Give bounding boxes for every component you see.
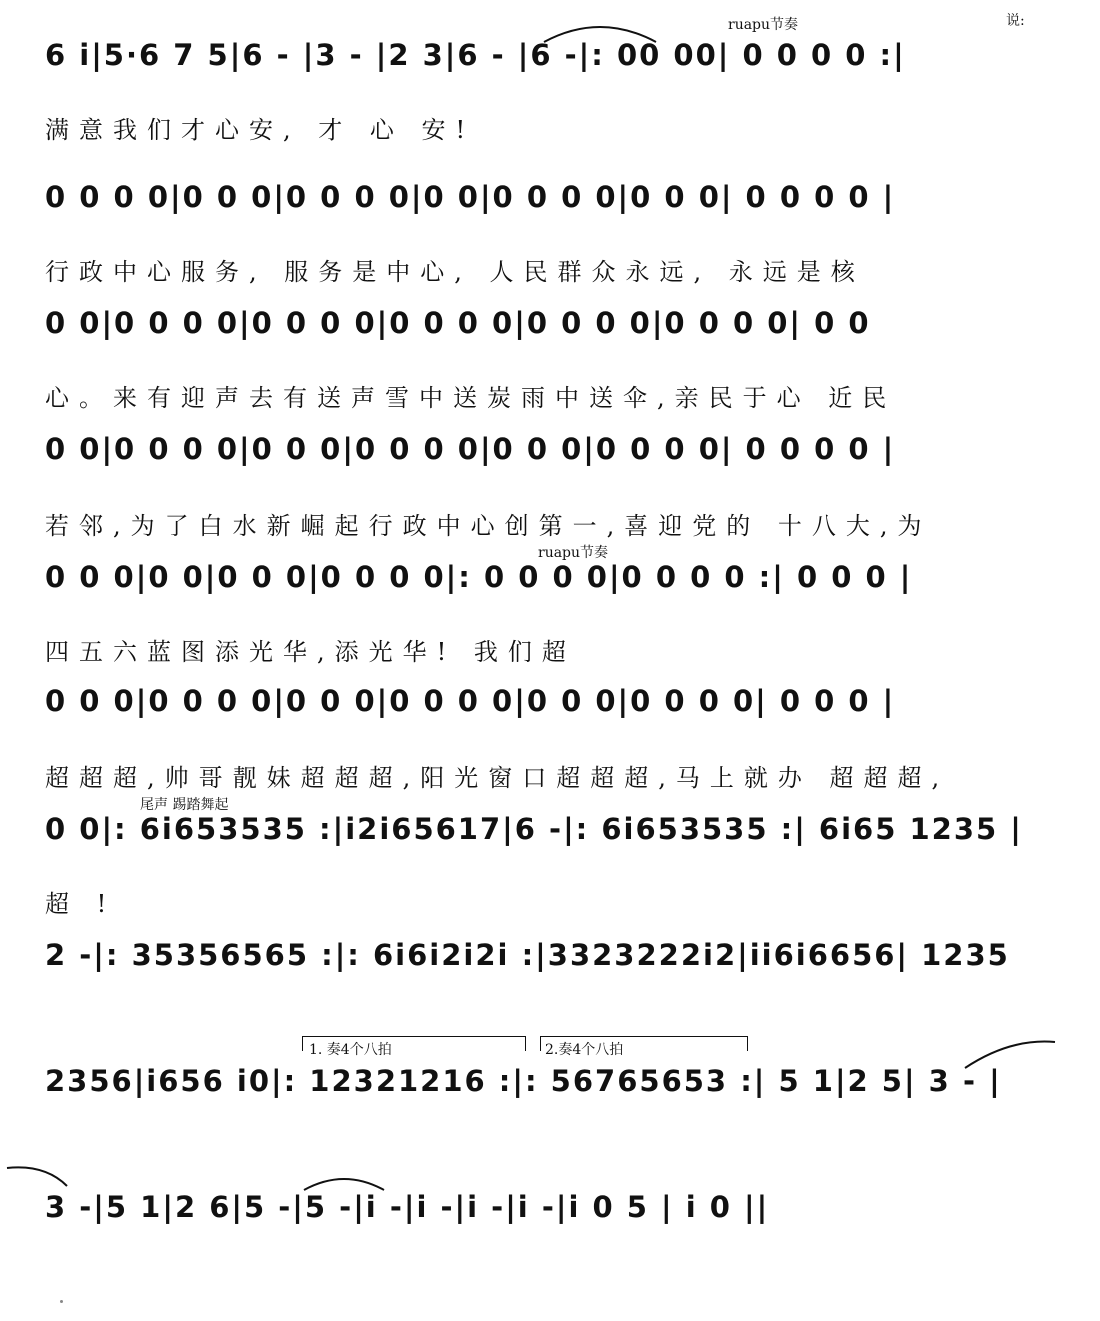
notation-line: 3 -|5 1|2 6|5 -|5 -|i -|i -|i -|i -|i 0 5 | i 0 || <box>45 1190 1057 1224</box>
notation-row-5 <box>45 552 1057 614</box>
notation-line: 6 i|5·6 7 5|6 - |3 - |2 3|6 - |6 -|: 00 00| 0 0 0 0 :| <box>45 38 1057 72</box>
tie-arc <box>960 1036 1060 1076</box>
notation-line: 0 0|: 6i653535 :|i2i65617|6 -|: 6i653535 :| 6i65 1235 | <box>45 812 1057 846</box>
rhythm-tag-2: ruapu节奏 <box>538 545 609 561</box>
lyric-row-1: 满意我们才心安, 才 心 安! <box>45 116 476 144</box>
speak-tag: 说: <box>1006 13 1025 29</box>
volta-label-1: 1. 奏4个八拍 <box>309 1042 392 1058</box>
volta-label-2: 2.奏4个八拍 <box>545 1042 624 1058</box>
notation-row-9 <box>45 1056 1057 1118</box>
notation-row-3 <box>45 298 1057 360</box>
lyric-row-6: 超超超,帅哥靓妹超超超,阳光窗口超超超,马上就办 超超超, <box>45 764 950 792</box>
volta-bracket-1 <box>302 1036 526 1058</box>
coda-tag: 尾声 踢踏舞起 <box>140 797 229 813</box>
notation-row-7 <box>45 804 1057 866</box>
speck <box>60 1300 63 1303</box>
notation-line: 0 0 0 0|0 0 0|0 0 0 0|0 0|0 0 0 0|0 0 0| 0 0 0 0 | <box>45 180 1057 214</box>
notation-row-2 <box>45 172 1057 234</box>
lyric-row-2: 行政中心服务, 服务是中心, 人民群众永远, 永远是核 <box>45 258 865 286</box>
lyric-row-3: 心。来有迎声去有送声雪中送炭雨中送伞,亲民于心 近民 <box>45 384 897 412</box>
notation-row-4 <box>45 424 1057 486</box>
notation-line: 0 0|0 0 0 0|0 0 0 0|0 0 0 0|0 0 0 0|0 0 0 0| 0 0 <box>45 306 1057 340</box>
rhythm-tag-1: ruapu节奏 <box>728 17 799 33</box>
notation-row-8 <box>45 930 1057 992</box>
volta-bracket-2 <box>540 1036 748 1058</box>
notation-line: 2 -|: 35356565 :|: 6i6i2i2i :|3323222i2|ii6i6656| 1235 <box>45 938 1057 972</box>
lyric-row-7: 超 ! <box>45 890 117 918</box>
notation-line: 0 0 0|0 0 0 0|0 0 0|0 0 0 0|0 0 0|0 0 0 0| 0 0 0 | <box>45 684 1057 718</box>
notation-row-10 <box>45 1182 1057 1244</box>
notation-line: 2356|i656 i0|: 12321216 :|: 56765653 :| 5 1|2 5| 3 - | <box>45 1064 1057 1098</box>
notation-row-6 <box>45 676 1057 738</box>
tie-arc <box>540 16 660 46</box>
notation-line: 0 0|0 0 0 0|0 0 0|0 0 0 0|0 0 0|0 0 0 0| 0 0 0 0 | <box>45 432 1057 466</box>
notation-line: 0 0 0|0 0|0 0 0|0 0 0 0|: 0 0 0 0|0 0 0 0 :| 0 0 0 | <box>45 560 1057 594</box>
lyric-row-5: 四五六蓝图添光华,添光华! 我们超 <box>45 638 576 666</box>
lyric-row-4: 若邻,为了白水新崛起行政中心创第一,喜迎党的 十八大,为 <box>45 512 932 540</box>
